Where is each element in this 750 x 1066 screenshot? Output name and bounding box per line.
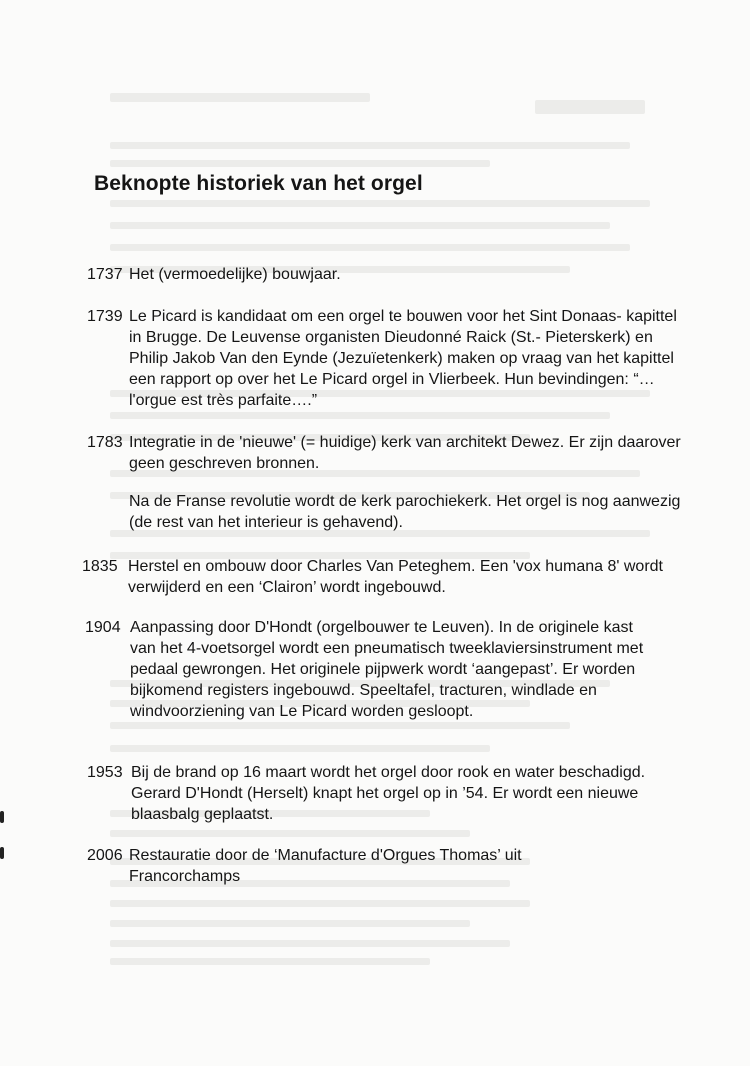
entry-paragraph: Aanpassing door D'Hondt (orgelbouwer te Leuven). In de originele kast van het 4-voetsorgel wordt een pneumatisch tweeklaviersinstrument met pedaal gewrongen. Het originele pijpwerk wordt ‘aangepast’. Er worden bijkomend registers ingebouwd. Speeltafel, tracturen, windlade en windvoorziening van Le Picard worden gesloopt. [130,619,644,720]
entry-text [129,432,699,533]
entry-paragraph: Le Picard is kandidaat om een orgel te bouwen voor het Sint Donaas- kapittel in Brugge. De Leuvense organisten Dieudonné Raick (St.- Pieterskerk) en Philip Jakob Van den Eynde (Jezuïetenkerk) maken op vraag van het kapittel een rapport op over het Le Picard orgel in Vlierbeek. Hun bevindingen: “…l'orgue est très parfaite….” [129,308,677,409]
entry-year: 1904 [85,619,121,636]
entry-paragraph: Bij de brand op 16 maart wordt het orgel door rook en water beschadigd. Gerard D'Hondt (Herselt) knapt het orgel op in ’54. Er wordt een nieuwe blaasbalg geplaatst. [131,764,646,823]
entry-text [130,617,658,722]
entry-year: 1953 [87,764,123,781]
entry-text [131,762,671,825]
entry-text [129,306,685,411]
page-title: Beknopte historiek van het orgel [94,172,423,195]
entry-paragraph: Herstel en ombouw door Charles Van Peteghem. Een 'vox humana 8' wordt verwijderd en een ‘Clairon’ wordt ingebouwd. [128,558,663,596]
entry-text [129,264,699,285]
entry-year: 1835 [82,558,118,575]
entry-paragraph: Na de Franse revolutie wordt de kerk parochiekerk. Het orgel is nog aanwezig (de rest van het interieur is gehavend). [129,493,681,531]
margin-mark-top [0,811,4,823]
margin-mark-bottom [0,847,4,859]
entry-year: 1739 [87,308,123,325]
entry-year: 1783 [87,434,123,451]
entry-paragraph: Het (vermoedelijke) bouwjaar. [129,266,341,283]
entry-paragraph: Restauratie door de ‘Manufacture d'Orgues Thomas’ uit Francorchamps [129,847,522,885]
entry-text [128,556,698,598]
entry-year: 2006 [87,847,123,864]
entry-text [129,845,599,887]
entry-year: 1737 [87,266,123,283]
entry-paragraph: Integratie in de 'nieuwe' (= huidige) kerk van architekt Dewez. Er zijn daarover geen geschreven bronnen. [129,434,681,472]
